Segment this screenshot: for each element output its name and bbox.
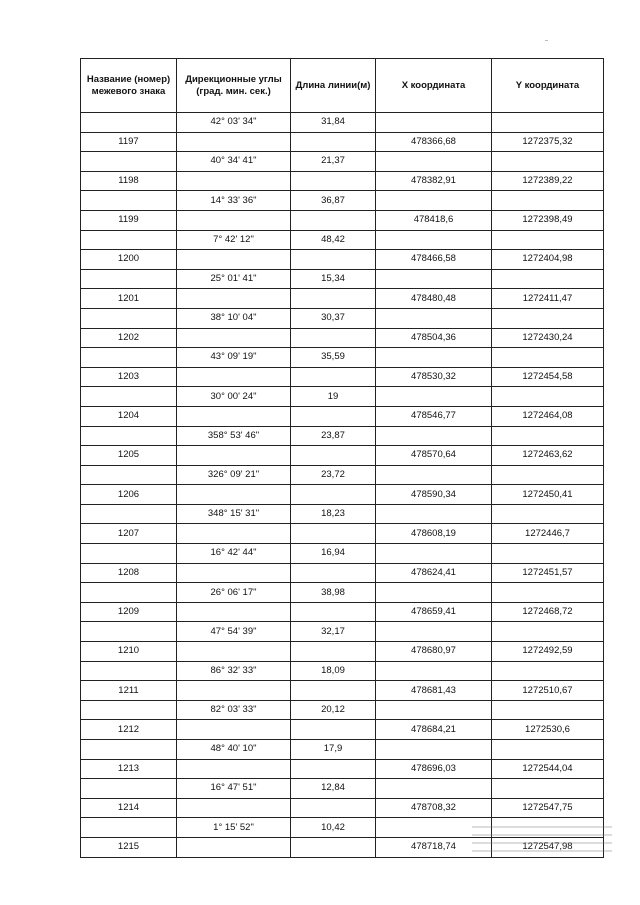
cell-marker-name: 1215 xyxy=(81,837,177,857)
cell-line-length xyxy=(291,563,376,583)
table-row xyxy=(81,798,604,818)
cell-x-coordinate: 478696,03 xyxy=(376,759,492,779)
cell-y-coordinate: 1272398,49 xyxy=(492,210,604,230)
cell-marker-name: 1199 xyxy=(81,210,177,230)
header-y-coordinate: Y координата xyxy=(492,59,604,113)
cell-direction-angle: 16° 47' 51" xyxy=(177,779,291,799)
cell-direction-angle xyxy=(177,642,291,662)
cell-x-coordinate: 478624,41 xyxy=(376,563,492,583)
table-row xyxy=(81,681,604,701)
cell-marker-name xyxy=(81,700,177,720)
cell-line-length: 48,42 xyxy=(291,230,376,250)
cell-y-coordinate xyxy=(492,465,604,485)
cell-x-coordinate: 478480,48 xyxy=(376,289,492,309)
cell-line-length xyxy=(291,132,376,152)
table-body xyxy=(81,113,604,858)
cell-x-coordinate xyxy=(376,583,492,603)
cell-direction-angle xyxy=(177,406,291,426)
table-row xyxy=(81,740,604,760)
cell-line-length: 30,37 xyxy=(291,308,376,328)
cell-y-coordinate: 1272530,6 xyxy=(492,720,604,740)
cell-y-coordinate: 1272411,47 xyxy=(492,289,604,309)
header-line-length: Длина линии(м) xyxy=(291,59,376,113)
cell-marker-name xyxy=(81,583,177,603)
cell-line-length xyxy=(291,720,376,740)
cell-line-length: 35,59 xyxy=(291,348,376,368)
cell-line-length xyxy=(291,210,376,230)
cell-x-coordinate xyxy=(376,308,492,328)
cell-marker-name: 1204 xyxy=(81,406,177,426)
header-x-coordinate: X координата xyxy=(376,59,492,113)
cell-y-coordinate xyxy=(492,426,604,446)
cell-direction-angle: 14° 33' 36" xyxy=(177,191,291,211)
cell-x-coordinate xyxy=(376,504,492,524)
cell-x-coordinate: 478418,6 xyxy=(376,210,492,230)
cell-marker-name xyxy=(81,308,177,328)
cell-marker-name: 1197 xyxy=(81,132,177,152)
cell-marker-name xyxy=(81,387,177,407)
table-row xyxy=(81,544,604,564)
cell-y-coordinate xyxy=(492,544,604,564)
cell-y-coordinate: 1272547,75 xyxy=(492,798,604,818)
cell-line-length xyxy=(291,289,376,309)
cell-line-length xyxy=(291,798,376,818)
cell-marker-name xyxy=(81,426,177,446)
cell-y-coordinate: 1272544,04 xyxy=(492,759,604,779)
cell-marker-name: 1203 xyxy=(81,367,177,387)
cell-line-length: 20,12 xyxy=(291,700,376,720)
table-row xyxy=(81,191,604,211)
cell-line-length xyxy=(291,446,376,466)
cell-y-coordinate: 1272463,62 xyxy=(492,446,604,466)
cell-y-coordinate: 1272430,24 xyxy=(492,328,604,348)
cell-line-length xyxy=(291,406,376,426)
cell-y-coordinate xyxy=(492,779,604,799)
table-row xyxy=(81,348,604,368)
table-row xyxy=(81,210,604,230)
cell-x-coordinate: 478659,41 xyxy=(376,602,492,622)
cell-direction-angle xyxy=(177,524,291,544)
cell-line-length: 21,37 xyxy=(291,152,376,172)
cell-marker-name: 1210 xyxy=(81,642,177,662)
header-direction-angle: Дирекционные углы (град. мин. сек.) xyxy=(177,59,291,113)
cell-direction-angle: 86° 32' 33" xyxy=(177,661,291,681)
cell-line-length: 38,98 xyxy=(291,583,376,603)
cell-line-length: 32,17 xyxy=(291,622,376,642)
cell-direction-angle xyxy=(177,602,291,622)
table-row xyxy=(81,289,604,309)
cell-direction-angle: 25° 01' 41" xyxy=(177,269,291,289)
cell-y-coordinate xyxy=(492,230,604,250)
cell-direction-angle xyxy=(177,210,291,230)
cell-line-length xyxy=(291,171,376,191)
cell-marker-name: 1214 xyxy=(81,798,177,818)
cell-line-length xyxy=(291,524,376,544)
cell-line-length: 19 xyxy=(291,387,376,407)
cell-x-coordinate xyxy=(376,661,492,681)
cell-direction-angle: 38° 10' 04" xyxy=(177,308,291,328)
cell-line-length: 18,09 xyxy=(291,661,376,681)
cell-direction-angle: 40° 34' 41" xyxy=(177,152,291,172)
cell-marker-name: 1202 xyxy=(81,328,177,348)
cell-marker-name xyxy=(81,269,177,289)
cell-direction-angle xyxy=(177,681,291,701)
cell-line-length: 23,72 xyxy=(291,465,376,485)
cell-direction-angle xyxy=(177,446,291,466)
cell-x-coordinate: 478684,21 xyxy=(376,720,492,740)
cell-line-length xyxy=(291,759,376,779)
cell-y-coordinate: 1272451,57 xyxy=(492,563,604,583)
boundary-coordinates-table xyxy=(80,58,604,858)
cell-line-length: 10,42 xyxy=(291,818,376,838)
cell-y-coordinate: 1272547,98 xyxy=(492,837,604,857)
table-row xyxy=(81,328,604,348)
cell-line-length xyxy=(291,367,376,387)
cell-x-coordinate: 478530,32 xyxy=(376,367,492,387)
cell-line-length: 23,87 xyxy=(291,426,376,446)
cell-direction-angle xyxy=(177,485,291,505)
cell-line-length: 17,9 xyxy=(291,740,376,760)
cell-x-coordinate: 478546,77 xyxy=(376,406,492,426)
cell-x-coordinate xyxy=(376,779,492,799)
cell-x-coordinate xyxy=(376,348,492,368)
cell-y-coordinate xyxy=(492,113,604,133)
cell-y-coordinate: 1272468,72 xyxy=(492,602,604,622)
cell-x-coordinate: 478590,34 xyxy=(376,485,492,505)
table-row xyxy=(81,779,604,799)
cell-marker-name: 1200 xyxy=(81,250,177,270)
cell-line-length xyxy=(291,328,376,348)
table-row xyxy=(81,406,604,426)
cell-x-coordinate xyxy=(376,152,492,172)
cell-direction-angle: 348° 15' 31" xyxy=(177,504,291,524)
table-row xyxy=(81,700,604,720)
cell-line-length: 31,84 xyxy=(291,113,376,133)
cell-direction-angle: 47° 54' 39" xyxy=(177,622,291,642)
cell-direction-angle xyxy=(177,132,291,152)
cell-x-coordinate xyxy=(376,387,492,407)
table-row xyxy=(81,661,604,681)
cell-marker-name: 1213 xyxy=(81,759,177,779)
table-row xyxy=(81,602,604,622)
cell-direction-angle: 30° 00' 24" xyxy=(177,387,291,407)
cell-direction-angle: 26° 06' 17" xyxy=(177,583,291,603)
table-row xyxy=(81,171,604,191)
cell-marker-name xyxy=(81,818,177,838)
table-row xyxy=(81,759,604,779)
cell-y-coordinate xyxy=(492,152,604,172)
cell-marker-name: 1207 xyxy=(81,524,177,544)
cell-x-coordinate: 478680,97 xyxy=(376,642,492,662)
cell-line-length: 16,94 xyxy=(291,544,376,564)
cell-line-length xyxy=(291,642,376,662)
header-marker-name: Название (номер) межевого знака xyxy=(81,59,177,113)
cell-line-length: 18,23 xyxy=(291,504,376,524)
cell-y-coordinate: 1272446,7 xyxy=(492,524,604,544)
cell-line-length xyxy=(291,250,376,270)
cell-y-coordinate: 1272404,98 xyxy=(492,250,604,270)
table-row xyxy=(81,269,604,289)
scan-speck xyxy=(545,40,548,41)
cell-direction-angle: 1° 15' 52" xyxy=(177,818,291,838)
cell-x-coordinate xyxy=(376,544,492,564)
cell-marker-name: 1209 xyxy=(81,602,177,622)
cell-marker-name: 1198 xyxy=(81,171,177,191)
cell-y-coordinate: 1272375,32 xyxy=(492,132,604,152)
cell-y-coordinate xyxy=(492,191,604,211)
table-row xyxy=(81,446,604,466)
cell-marker-name: 1201 xyxy=(81,289,177,309)
cell-line-length: 36,87 xyxy=(291,191,376,211)
table-row xyxy=(81,113,604,133)
table-header-row xyxy=(81,59,604,113)
cell-x-coordinate: 478504,36 xyxy=(376,328,492,348)
cell-direction-angle xyxy=(177,367,291,387)
cell-y-coordinate: 1272492,59 xyxy=(492,642,604,662)
cell-y-coordinate: 1272454,58 xyxy=(492,367,604,387)
cell-x-coordinate: 478366,68 xyxy=(376,132,492,152)
cell-direction-angle xyxy=(177,720,291,740)
cell-marker-name xyxy=(81,622,177,642)
cell-direction-angle: 358° 53' 46" xyxy=(177,426,291,446)
cell-line-length xyxy=(291,837,376,857)
cell-direction-angle xyxy=(177,563,291,583)
cell-y-coordinate xyxy=(492,661,604,681)
table-row xyxy=(81,230,604,250)
cell-x-coordinate: 478718,74 xyxy=(376,837,492,857)
cell-direction-angle xyxy=(177,328,291,348)
cell-y-coordinate: 1272464,08 xyxy=(492,406,604,426)
cell-y-coordinate xyxy=(492,504,604,524)
table-row xyxy=(81,563,604,583)
cell-direction-angle: 42° 03' 34" xyxy=(177,113,291,133)
cell-x-coordinate xyxy=(376,113,492,133)
table-row xyxy=(81,367,604,387)
cell-y-coordinate xyxy=(492,740,604,760)
cell-x-coordinate xyxy=(376,622,492,642)
cell-direction-angle xyxy=(177,798,291,818)
cell-direction-angle xyxy=(177,759,291,779)
table-row xyxy=(81,250,604,270)
cell-y-coordinate xyxy=(492,583,604,603)
table-row xyxy=(81,485,604,505)
cell-marker-name xyxy=(81,465,177,485)
cell-y-coordinate xyxy=(492,700,604,720)
cell-y-coordinate: 1272450,41 xyxy=(492,485,604,505)
table-row xyxy=(81,308,604,328)
cell-marker-name xyxy=(81,779,177,799)
cell-marker-name: 1208 xyxy=(81,563,177,583)
table-row xyxy=(81,465,604,485)
cell-x-coordinate: 478708,32 xyxy=(376,798,492,818)
cell-line-length xyxy=(291,602,376,622)
cell-marker-name xyxy=(81,152,177,172)
cell-marker-name xyxy=(81,191,177,211)
cell-direction-angle xyxy=(177,171,291,191)
cell-direction-angle: 16° 42' 44" xyxy=(177,544,291,564)
cell-marker-name xyxy=(81,504,177,524)
cell-marker-name xyxy=(81,230,177,250)
cell-marker-name xyxy=(81,544,177,564)
cell-direction-angle xyxy=(177,289,291,309)
cell-marker-name: 1205 xyxy=(81,446,177,466)
table-row xyxy=(81,583,604,603)
cell-x-coordinate: 478608,19 xyxy=(376,524,492,544)
cell-marker-name: 1206 xyxy=(81,485,177,505)
cell-x-coordinate: 478681,43 xyxy=(376,681,492,701)
table-row xyxy=(81,504,604,524)
cell-marker-name: 1212 xyxy=(81,720,177,740)
cell-line-length xyxy=(291,485,376,505)
cell-y-coordinate: 1272510,67 xyxy=(492,681,604,701)
cell-marker-name xyxy=(81,113,177,133)
table-row xyxy=(81,524,604,544)
cell-y-coordinate xyxy=(492,269,604,289)
cell-direction-angle: 48° 40' 10" xyxy=(177,740,291,760)
table-row xyxy=(81,622,604,642)
cell-marker-name xyxy=(81,348,177,368)
cell-y-coordinate xyxy=(492,308,604,328)
cell-y-coordinate: 1272389,22 xyxy=(492,171,604,191)
cell-line-length xyxy=(291,681,376,701)
cell-direction-angle: 43° 09' 19" xyxy=(177,348,291,368)
cell-direction-angle: 326° 09' 21" xyxy=(177,465,291,485)
table-row xyxy=(81,132,604,152)
cell-y-coordinate xyxy=(492,622,604,642)
cell-x-coordinate: 478466,58 xyxy=(376,250,492,270)
cell-y-coordinate xyxy=(492,387,604,407)
cell-x-coordinate xyxy=(376,191,492,211)
cell-x-coordinate xyxy=(376,740,492,760)
cell-x-coordinate: 478570,64 xyxy=(376,446,492,466)
cell-x-coordinate xyxy=(376,426,492,446)
cell-y-coordinate xyxy=(492,348,604,368)
cell-direction-angle xyxy=(177,837,291,857)
cell-line-length: 12,84 xyxy=(291,779,376,799)
cell-marker-name xyxy=(81,740,177,760)
faded-stamp xyxy=(472,820,612,875)
table-row xyxy=(81,426,604,446)
table-row xyxy=(81,720,604,740)
cell-line-length: 15,34 xyxy=(291,269,376,289)
table-row xyxy=(81,152,604,172)
cell-x-coordinate xyxy=(376,269,492,289)
cell-marker-name xyxy=(81,661,177,681)
cell-x-coordinate xyxy=(376,700,492,720)
cell-direction-angle xyxy=(177,250,291,270)
cell-direction-angle: 82° 03' 33" xyxy=(177,700,291,720)
cell-x-coordinate: 478382,91 xyxy=(376,171,492,191)
cell-marker-name: 1211 xyxy=(81,681,177,701)
cell-x-coordinate xyxy=(376,230,492,250)
table-row xyxy=(81,387,604,407)
table-row xyxy=(81,642,604,662)
cell-x-coordinate xyxy=(376,465,492,485)
cell-direction-angle: 7° 42' 12" xyxy=(177,230,291,250)
